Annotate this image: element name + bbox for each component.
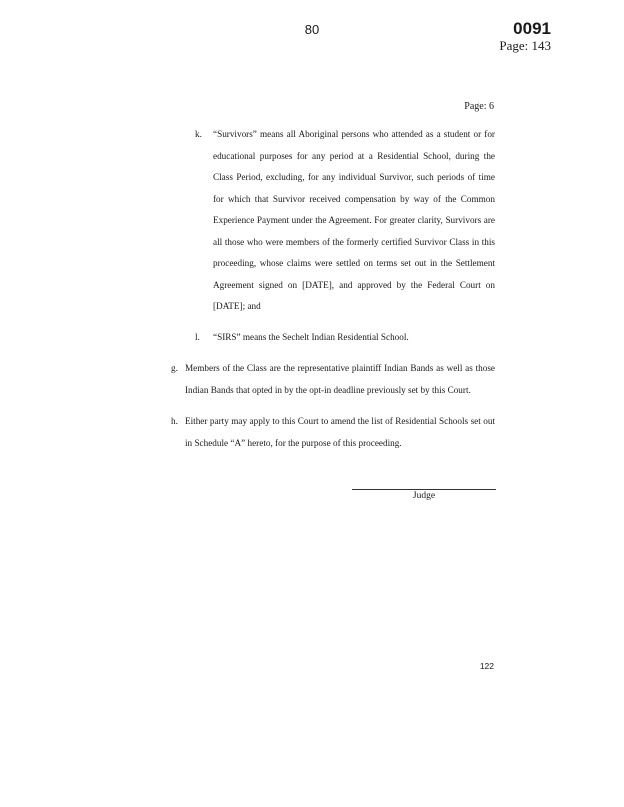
clause-text: “Survivors” means all Aboriginal persons who attended as a student or for educational purposes for any period at a Residential School, during the Class Period, excluding, for any individual Survivor, such periods of time for which that Survivor received compensation by way of the Common Experience Payment under the Agreement. For greater clarity, Survivors are all those who were members of the formerly certified Survivor Class in this proceeding, whose claims were settled on terms set out in the Settlement Agreement signed on [DATE], and approved by the Federal Court on [DATE]; and bbox=[213, 129, 495, 311]
clause-label: l. bbox=[195, 332, 200, 342]
clause-text: “SIRS” means the Sechelt Indian Residential School. bbox=[213, 332, 409, 342]
clause-label: k. bbox=[195, 129, 202, 139]
signature-line bbox=[352, 489, 496, 490]
page-stamp: Page: 143 bbox=[499, 38, 551, 53]
signature-label: Judge bbox=[412, 491, 436, 501]
clause-text: Either party may apply to this Court to amend the list of Residential Schools set out in Schedule “A” hereto, for the purpose of this proceeding. bbox=[185, 416, 495, 448]
clause-text: Members of the Class are the representative plaintiff Indian Bands as well as those Indian Bands that opted in by the opt-in deadline previously set by this Court. bbox=[185, 363, 495, 395]
clause-label: g. bbox=[171, 363, 178, 373]
top-page-number: 80 bbox=[304, 22, 320, 37]
footer-page-number: 122 bbox=[479, 661, 494, 671]
clause-label: h. bbox=[171, 416, 178, 426]
inner-page-label: Page: 6 bbox=[464, 101, 494, 112]
document-id: 0091 bbox=[513, 19, 551, 38]
